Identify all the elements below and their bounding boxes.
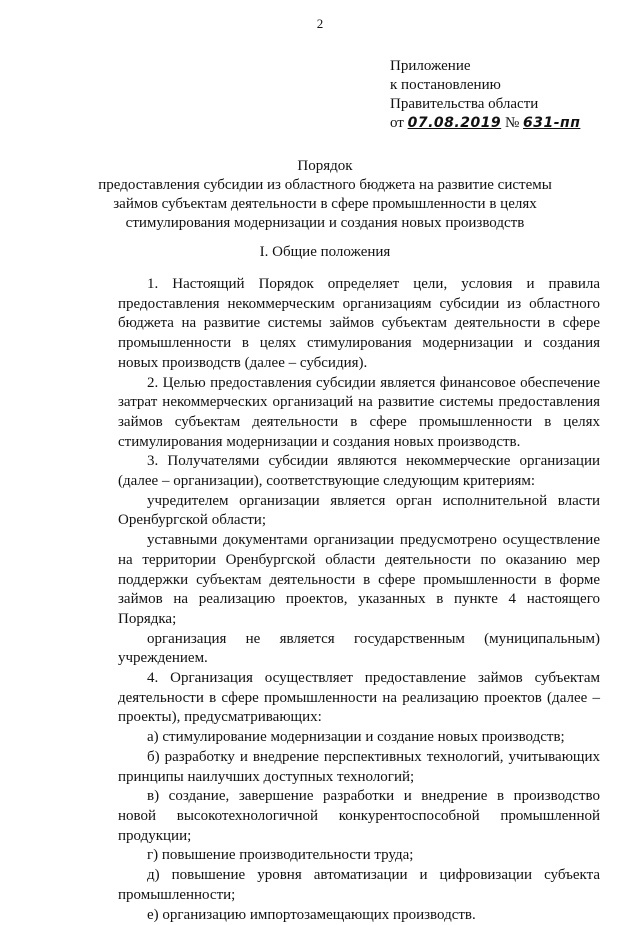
paragraph: организация не является государственным (муниципальным) учреждением. <box>118 630 600 669</box>
paragraph: 3. Получателями субсидии являются некоммерческие организации (далее – организации), соответствующие следующим критериям: <box>118 452 600 491</box>
paragraph: учредителем организации является орган исполнительной власти Оренбургской области; <box>118 492 600 531</box>
document-body <box>118 275 600 925</box>
from-label: от <box>390 115 404 131</box>
paragraph: 1. Настоящий Порядок определяет цели, условия и правила предоставления некоммерческим организациям субсидии из областного бюджета на развитие системы займов субъектам деятельности в сфере промышленности в целях стимулирования модернизации и создания новых производств (далее – субсидия). <box>118 275 600 374</box>
paragraph: уставными документами организации предусмотрено осуществление на территории Оренбургской области деятельности по оказанию мер поддержки субъектам деятельности в сфере промышленности в форме займов на реализацию проектов, указанных в пункте 4 настоящего Порядка; <box>118 531 600 630</box>
section-heading: I. Общие положения <box>80 244 570 261</box>
paragraph: 2. Целью предоставления субсидии является финансовое обеспечение затрат некоммерческих организаций на развитие системы предоставления займов субъектам деятельности в сфере промышленности в целях стимулирования модернизации и создания новых производств. <box>118 374 600 453</box>
appendix-date-line <box>390 114 580 133</box>
handwritten-number: 631-пп <box>523 115 580 131</box>
page-number: 2 <box>0 16 640 32</box>
list-item: е) организацию импортозамещающих производств. <box>118 906 600 925</box>
appendix-line: к постановлению <box>390 76 580 95</box>
list-item: б) разработку и внедрение перспективных технологий, учитывающих принципы наилучших доступных технологий; <box>118 748 600 787</box>
list-item: в) создание, завершение разработки и внедрение в производство новой высокотехнологичной конкурентоспособной промышленной продукции; <box>118 787 600 846</box>
title-line: займов субъектам деятельности в сфере промышленности в целях <box>80 195 570 214</box>
title-line: стимулирования модернизации и создания новых производств <box>80 214 570 233</box>
appendix-line: Приложение <box>390 57 580 76</box>
paragraph: 4. Организация осуществляет предоставление займов субъектам деятельности в сфере промышленности на реализацию проектов (далее – проекты), предусматривающих: <box>118 669 600 728</box>
document-title <box>80 157 570 233</box>
number-label: № <box>505 115 519 131</box>
title-line: предоставления субсидии из областного бюджета на развитие системы <box>80 176 570 195</box>
appendix-line: Правительства области <box>390 95 580 114</box>
handwritten-date: 07.08.2019 <box>408 115 502 131</box>
list-item: а) стимулирование модернизации и создание новых производств; <box>118 728 600 748</box>
list-item: г) повышение производительности труда; <box>118 846 600 866</box>
appendix-block <box>390 57 580 133</box>
list-item: д) повышение уровня автоматизации и цифровизации субъекта промышленности; <box>118 866 600 905</box>
title-heading: Порядок <box>80 157 570 176</box>
